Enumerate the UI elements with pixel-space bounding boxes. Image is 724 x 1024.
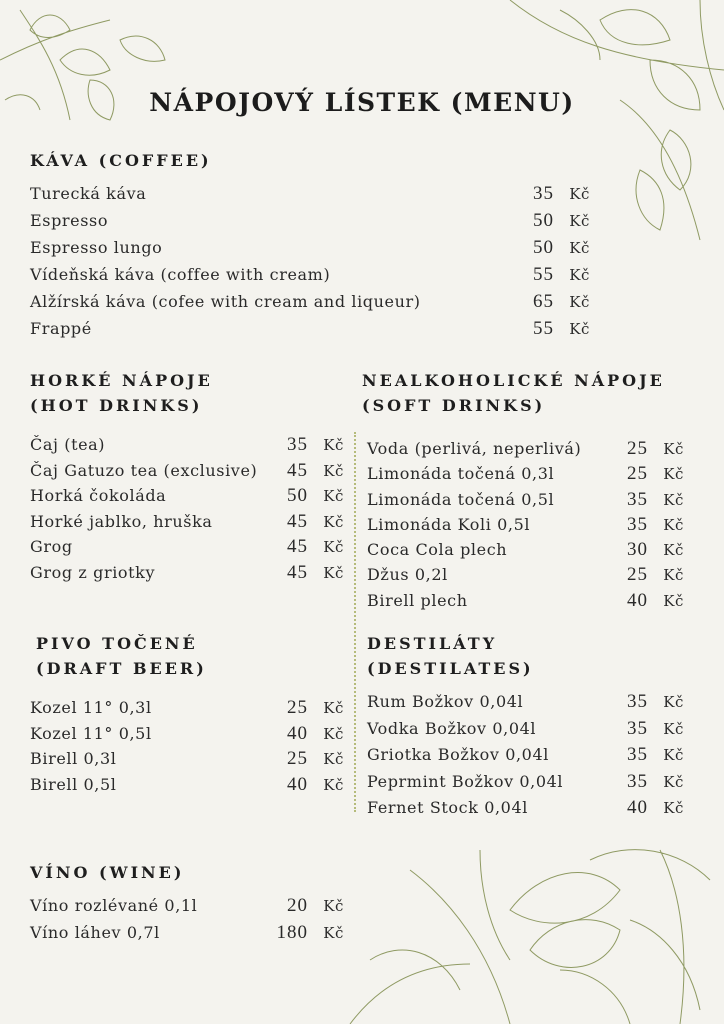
item-name: Víno rozlévané 0,1l <box>30 896 198 915</box>
item-price: 180 <box>276 922 308 943</box>
section-wine <box>30 860 344 949</box>
item-name: Grog <box>30 537 73 556</box>
item-currency: Kč <box>569 212 590 230</box>
item-name: Horká čokoláda <box>30 486 167 505</box>
item-price: 40 <box>287 722 308 744</box>
menu-item <box>30 485 344 511</box>
menu-item <box>367 489 684 514</box>
item-currency: Kč <box>663 465 684 484</box>
destilates-list <box>367 691 684 824</box>
soft-drinks-list <box>362 438 684 615</box>
item-name: Birell plech <box>367 590 468 610</box>
item-price: 25 <box>627 438 648 459</box>
floral-decoration-top-left-icon <box>0 0 190 140</box>
item-name: Birell 0,5l <box>30 774 117 794</box>
wine-list <box>30 895 344 949</box>
section-heading: DESTILÁTY <box>367 634 498 653</box>
menu-item <box>30 562 344 588</box>
item-name: Vodka Božkov 0,04l <box>367 718 537 738</box>
item-currency: Kč <box>663 799 684 817</box>
item-currency: Kč <box>323 512 344 531</box>
item-price: 45 <box>287 459 308 481</box>
item-price: 40 <box>287 773 308 795</box>
item-price: 35 <box>627 744 648 765</box>
menu-item <box>367 463 684 488</box>
item-price: 50 <box>533 210 554 231</box>
item-name: Fernet Stock 0,04l <box>367 798 528 817</box>
section-destilates <box>367 631 684 824</box>
item-currency: Kč <box>663 693 684 711</box>
item-currency: Kč <box>323 461 344 480</box>
item-price: 35 <box>627 488 648 510</box>
item-currency: Kč <box>663 490 684 509</box>
item-name: Griotka Božkov 0,04l <box>367 745 549 764</box>
item-currency: Kč <box>663 772 684 791</box>
item-currency: Kč <box>323 487 344 505</box>
menu-item <box>367 771 684 798</box>
menu-item <box>30 774 344 800</box>
item-price: 35 <box>533 183 554 204</box>
draft-beer-list <box>30 697 344 799</box>
item-name: Džus 0,2l <box>367 565 448 585</box>
menu-item <box>367 438 684 463</box>
item-name: Rum Božkov 0,04l <box>367 692 524 711</box>
item-currency: Kč <box>569 266 590 284</box>
item-currency: Kč <box>663 566 684 585</box>
item-name: Vídeňská káva (coffee with cream) <box>30 265 331 284</box>
item-name: Peprmint Božkov 0,04l <box>367 771 564 791</box>
item-currency: Kč <box>323 724 344 743</box>
menu-item <box>30 511 344 537</box>
item-price: 35 <box>627 691 648 712</box>
coffee-list <box>30 183 590 345</box>
menu-item <box>30 460 344 486</box>
hot-drinks-list <box>30 434 344 587</box>
item-name: Horké jablko, hruška <box>30 511 213 531</box>
item-price: 50 <box>533 237 554 258</box>
section-heading: PIVO TOČENÉ <box>36 634 198 653</box>
item-price: 40 <box>627 589 648 611</box>
menu-item <box>367 564 684 589</box>
item-currency: Kč <box>323 538 344 556</box>
section-subheading: (HOT DRINKS) <box>30 396 203 415</box>
item-price: 35 <box>627 513 648 535</box>
item-price: 35 <box>287 434 308 455</box>
item-price: 20 <box>287 895 308 916</box>
item-currency: Kč <box>323 563 344 582</box>
item-name: Espresso lungo <box>30 238 163 257</box>
item-currency: Kč <box>663 440 684 458</box>
menu-item <box>367 691 684 718</box>
item-currency: Kč <box>663 746 684 764</box>
item-currency: Kč <box>663 591 684 610</box>
item-currency: Kč <box>323 897 344 915</box>
section-draft-beer <box>30 631 344 799</box>
item-name: Limonáda točená 0,3l <box>367 464 555 484</box>
item-currency: Kč <box>663 541 684 560</box>
item-price: 40 <box>627 797 648 818</box>
menu-title: NÁPOJOVÝ LÍSTEK (MENU) <box>149 88 575 117</box>
menu-item <box>367 590 684 615</box>
menu-item <box>30 536 344 562</box>
section-subheading: (DRAFT BEER) <box>36 659 207 678</box>
item-price: 25 <box>627 564 648 586</box>
section-heading: NEALKOHOLICKÉ NÁPOJE <box>362 371 665 390</box>
item-price: 25 <box>287 748 308 769</box>
item-currency: Kč <box>323 750 344 768</box>
item-name: Alžírská káva (cofee with cream and liqueur) <box>30 292 421 311</box>
item-price: 35 <box>627 717 648 739</box>
item-name: Limonáda točená 0,5l <box>367 489 555 509</box>
dotted-divider <box>354 432 356 812</box>
item-currency: Kč <box>569 185 590 203</box>
section-subheading: (SOFT DRINKS) <box>362 396 546 415</box>
item-currency: Kč <box>569 239 590 257</box>
item-price: 45 <box>287 536 308 557</box>
menu-item <box>367 539 684 564</box>
menu-item <box>30 723 344 749</box>
item-name: Turecká káva <box>30 184 147 203</box>
item-price: 25 <box>627 463 648 485</box>
section-soft-drinks <box>362 368 684 615</box>
item-name: Espresso <box>30 211 109 230</box>
menu-item <box>367 797 684 824</box>
item-price: 45 <box>287 510 308 532</box>
menu-item <box>30 183 590 210</box>
item-name: Víno láhev 0,7l <box>30 923 160 942</box>
item-price: 55 <box>533 318 554 339</box>
section-hot-drinks <box>30 368 344 587</box>
menu-item <box>367 718 684 745</box>
menu-item <box>30 895 344 922</box>
menu-item <box>30 210 590 237</box>
menu-item <box>30 748 344 774</box>
item-price: 50 <box>287 485 308 506</box>
item-currency: Kč <box>323 775 344 794</box>
section-heading: HORKÉ NÁPOJE <box>30 371 213 390</box>
section-coffee <box>30 148 590 345</box>
item-currency: Kč <box>569 293 590 311</box>
item-name: Čaj Gatuzo tea (exclusive) <box>30 460 258 480</box>
item-price: 45 <box>287 561 308 583</box>
item-currency: Kč <box>323 924 344 942</box>
menu-item <box>367 514 684 539</box>
menu-item <box>30 264 590 291</box>
item-price: 55 <box>533 264 554 285</box>
section-heading: KÁVA (COFFEE) <box>30 151 212 170</box>
item-currency: Kč <box>569 320 590 338</box>
item-name: Čaj (tea) <box>30 435 106 454</box>
menu-item <box>30 237 590 264</box>
item-name: Voda (perlivá, neperlivá) <box>367 439 582 458</box>
item-name: Limonáda Koli 0,5l <box>367 514 531 534</box>
item-price: 30 <box>627 539 648 561</box>
item-currency: Kč <box>663 515 684 534</box>
item-name: Birell 0,3l <box>30 749 117 768</box>
item-name: Frappé <box>30 319 92 338</box>
item-currency: Kč <box>663 719 684 738</box>
menu-item <box>30 318 590 345</box>
item-currency: Kč <box>323 436 344 454</box>
menu-item <box>367 744 684 771</box>
section-subheading: (DESTILATES) <box>367 659 534 678</box>
item-name: Coca Cola plech <box>367 540 508 560</box>
item-name: Kozel 11° 0,3l <box>30 698 152 717</box>
floral-decoration-bottom-right-icon <box>330 830 724 1024</box>
menu-item <box>30 697 344 723</box>
menu-item <box>30 291 590 318</box>
item-price: 35 <box>627 770 648 792</box>
section-heading: VÍNO (WINE) <box>30 863 185 882</box>
item-currency: Kč <box>323 699 344 717</box>
menu-item <box>30 922 344 949</box>
item-name: Kozel 11° 0,5l <box>30 723 152 743</box>
item-name: Grog z griotky <box>30 562 156 582</box>
item-price: 65 <box>533 291 554 312</box>
item-price: 25 <box>287 697 308 718</box>
menu-item <box>30 434 344 460</box>
